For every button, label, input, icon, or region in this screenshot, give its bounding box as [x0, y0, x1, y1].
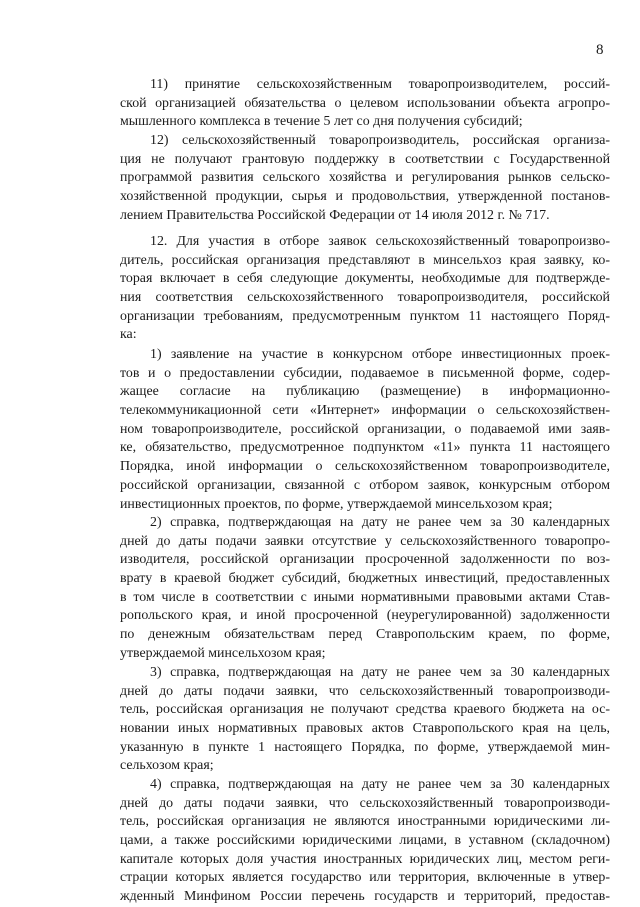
text-line: новании иных нормативных правовых актов Ставропольского края на цель,: [120, 721, 610, 737]
text-line: тель, российская организация не получают средства краевого бюджета на ос-: [120, 702, 610, 718]
text-line: организации требованиям, предусмотренным пунктом 11 настоящего Поряд-: [120, 308, 610, 324]
text-line: Порядка, иной информации о сельскохозяйственном товаропроизводителе,: [120, 459, 610, 475]
text-line: ке, обязательство, предусмотренное подпунктом «11» пункта 11 настоящего: [120, 440, 610, 456]
text-line: 12. Для участия в отборе заявок сельскохозяйственный товаропроизво-: [150, 234, 610, 249]
text-line: изводителя, российской организации просроченной задолженности по воз-: [120, 552, 610, 568]
text-line: программой развития сельского хозяйства и регулирования рынков сельско-: [120, 170, 610, 186]
text-line: торая включает в себя следующие документы, необходимые для подтвержде-: [120, 271, 610, 287]
paragraph-item-12: [120, 132, 610, 225]
text-line: телекоммуникационной сети «Интернет» информации о сельскохозяйствен-: [120, 403, 610, 419]
text-line: российской организации, связанной с отбором заявок, конкурсным отбором: [120, 477, 610, 493]
text-line: тов и о предоставлении субсидии, подаваемое в письменной форме, содер-: [120, 365, 610, 381]
paragraph-doc-4: [120, 776, 610, 907]
text-line: ном товаропроизводителе, российской организации, о подаваемой ими заяв-: [120, 421, 610, 437]
text-line: ка:: [120, 327, 137, 343]
paragraph-doc-1: [120, 346, 610, 514]
text-line: страции которых является государство или территория, включенные в утвер-: [120, 870, 610, 886]
text-line: ской организацией обязательства о целевом использовании объекта агропро-: [120, 95, 610, 111]
text-line: врату в краевой бюджет субсидий, бюджетных инвестиций, предоставленных: [120, 571, 610, 587]
paragraph-doc-3: [120, 664, 610, 776]
text-line: капитале которых доля участия иностранных юридических лиц, местом реги-: [120, 851, 610, 867]
text-line: мышленного комплекса в течение 5 лет со дня получения субсидий;: [120, 114, 523, 130]
paragraph-doc-2: [120, 514, 610, 664]
text-line: по денежным обязательствам перед Ставропольским краем, по форме,: [120, 627, 610, 643]
text-line: тель, российская организация не являются иностранными юридическими ли-: [120, 814, 610, 830]
text-line: дней до даты подачи заявки, что сельскохозяйственный товаропроизводи-: [120, 683, 610, 699]
text-line: ния соответствия сельскохозяйственного товаропроизводителя, российской: [120, 290, 610, 306]
text-line: указанную в пункте 1 настоящего Порядка, по форме, утверждаемой мин-: [120, 739, 610, 755]
text-line: дитель, российская организация представляют в минсельхоз края заявку, ко-: [120, 252, 610, 268]
text-line: 11) принятие сельскохозяйственным товаропроизводителем, россий-: [150, 77, 610, 92]
text-line: лением Правительства Российской Федерации от 14 июля 2012 г. № 717.: [120, 207, 550, 223]
text-line: жденный Минфином России перечень государств и территорий, предостав-: [120, 889, 610, 905]
text-line: жащее согласие на публикацию (размещение) в информационно-: [120, 384, 610, 400]
text-line: в том числе в соответствии с иными нормативными правовыми актами Став-: [120, 589, 610, 605]
text-line: 1) заявление на участие в конкурсном отборе инвестиционных проек-: [150, 347, 610, 362]
text-line: 2) справка, подтверждающая на дату не ранее чем за 30 календарных: [150, 515, 610, 530]
text-line: хозяйственной продукции, сырья и продовольствия, утвержденной постанов-: [120, 189, 610, 205]
text-line: 12) сельскохозяйственный товаропроизводитель, российская организа-: [150, 133, 610, 148]
text-line: дней до даты подачи заявки отсутствие у сельскохозяйственного товаропро-: [120, 533, 610, 549]
text-line: сельхозом края;: [120, 758, 214, 774]
paragraph-section-12: [120, 233, 610, 345]
text-line: ция не получают грантовую поддержку в соответствии с Государственной: [120, 151, 610, 167]
text-line: дней до даты подачи заявки, что сельскохозяйственный товаропроизводи-: [120, 795, 610, 811]
text-line: 4) справка, подтверждающая на дату не ранее чем за 30 календарных: [150, 777, 610, 792]
text-line: ропольского края, и иной просроченной (неурегулированной) задолженности: [120, 608, 610, 624]
text-line: утверждаемой минсельхозом края;: [120, 645, 326, 661]
text-line: цами, а также российскими юридическими лицами, в уставном (складочном): [120, 833, 610, 849]
page-number: 8: [596, 42, 604, 58]
paragraph-item-11: [120, 76, 610, 132]
text-line: 3) справка, подтверждающая на дату не ранее чем за 30 календарных: [150, 665, 610, 680]
text-line: инвестиционных проектов, по форме, утверждаемой минсельхозом края;: [120, 496, 553, 512]
